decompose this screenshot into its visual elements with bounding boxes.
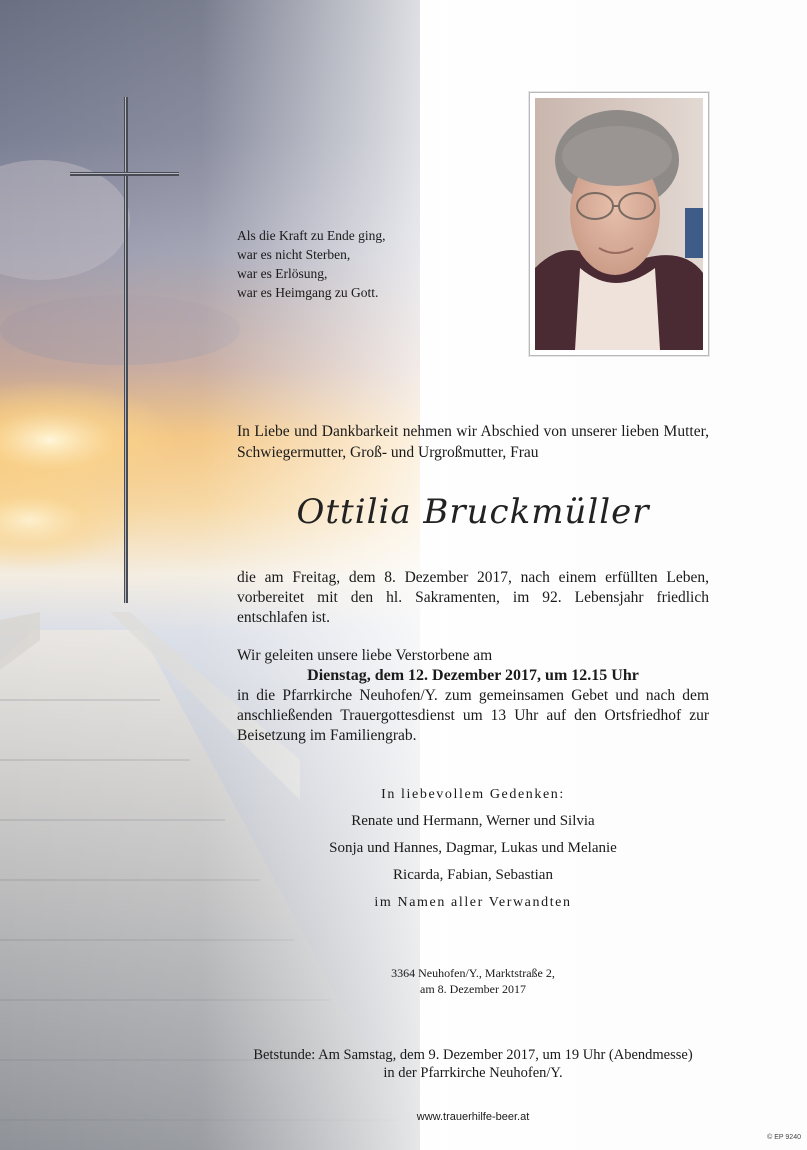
prayer-line-2: in der Pfarrkirche Neuhofen/Y. — [383, 1065, 563, 1081]
mourners-closing: im Namen aller Verwandten — [374, 895, 572, 910]
prayer-line-1: Betstunde: Am Samstag, dem 9. Dezember 2017, um 19 Uhr (Abendmesse) — [253, 1047, 693, 1063]
print-code: © EP 9240 — [767, 1134, 801, 1141]
verse-block — [237, 226, 467, 302]
deceased-name: Ottilia Bruckmüller — [296, 492, 650, 532]
mourner-line: Sonja und Hannes, Dagmar, Lukas und Melanie — [329, 840, 617, 856]
verse-line: Als die Kraft zu Ende ging, — [237, 228, 386, 243]
mourners-heading: In liebevollem Gedenken: — [381, 787, 565, 802]
issue-date: am 8. Dezember 2017 — [420, 982, 526, 996]
intro-text: In Liebe und Dankbarkeit nehmen wir Abschied von unserer lieben Mutter, Schwiegermutter, Groß- und Urgroßmutter, Frau — [237, 423, 709, 461]
funeral-details: in die Pfarrkirche Neuhofen/Y. zum gemeinsamen Gebet und nach dem anschließenden Trauergottesdienst um 13 Uhr auf den Ortsfriedhof zur Beisetzung im Familiengrab. — [237, 687, 709, 744]
invitation-intro: Wir geleiten unsere liebe Verstorbene am — [237, 647, 493, 664]
verse-line: war es nicht Sterben, — [237, 247, 351, 262]
funeral-date: Dienstag, dem 12. Dezember 2017, um 12.15 Uhr — [307, 667, 639, 684]
mourners-block — [237, 781, 709, 916]
prayer-notice — [237, 1046, 709, 1082]
place-date — [237, 965, 709, 997]
verse-line: war es Erlösung, — [237, 266, 328, 281]
death-notice-text: die am Freitag, dem 8. Dezember 2017, nach einem erfüllten Leben, vorbereitet mit den hl. Sakramenten, im 92. Lebensjahr friedlich entschlafen ist. — [237, 569, 709, 626]
verse-line: war es Heimgang zu Gott. — [237, 285, 379, 300]
portrait-photo — [529, 92, 709, 356]
address: 3364 Neuhofen/Y., Marktstraße 2, — [391, 966, 555, 980]
mourner-line: Renate und Hermann, Werner und Silvia — [351, 813, 595, 829]
mourner-line: Ricarda, Fabian, Sebastian — [393, 867, 553, 883]
funeral-invitation — [237, 646, 709, 746]
website-link[interactable]: www.trauerhilfe-beer.at — [416, 1111, 530, 1123]
